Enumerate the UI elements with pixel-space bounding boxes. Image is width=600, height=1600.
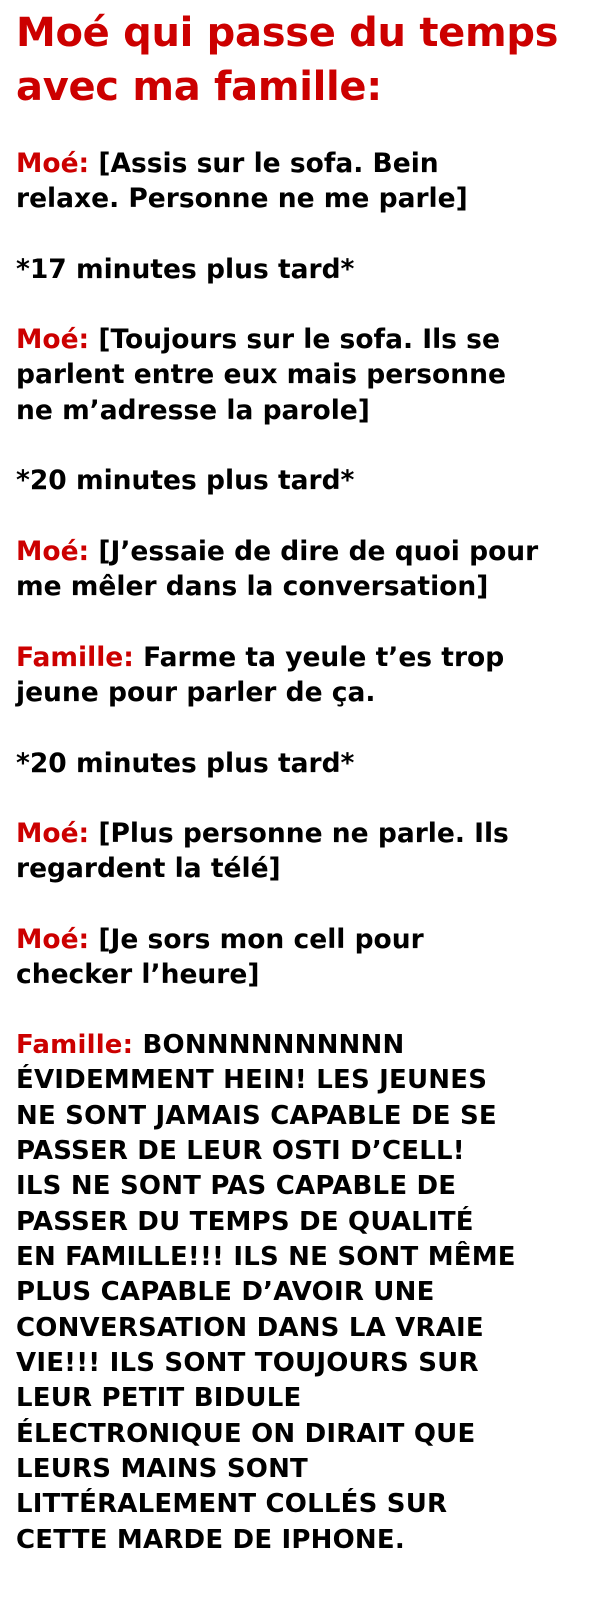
dialogue-line [16,146,594,182]
dialogue-line: ÉLECTRONIQUE ON DIRAIT QUE [16,1419,476,1449]
dialogue-text: [Je sors mon cell pour [89,924,424,955]
dialogue-line [16,640,594,676]
dialogue-line: regardent la télé] [16,853,281,884]
dialogue-text: [Toujours sur le sofa. Ils se [89,324,500,355]
speaker-label: Famille: [16,642,134,673]
speaker-label: Moé: [16,324,90,355]
dialogue-text: [Assis sur le sofa. Bein [89,148,439,179]
speaker-label: Moé: [16,924,90,955]
dialogue-line: LITTÉRALEMENT COLLÉS SUR [16,1489,448,1519]
dialogue-line [16,922,594,958]
speaker-label: Famille: [16,1030,134,1060]
dialogue-text: BONNNNNNNNNN [133,1030,405,1060]
speaker-label: Moé: [16,536,90,567]
meme-title: Moé qui passe du temps avec ma famille: [16,10,559,110]
dialogue-line: PASSER DU TEMPS DE QUALITÉ [16,1207,474,1237]
dialogue-line: parlent entre eux mais personne [16,359,506,390]
dialogue-line: LEUR PETIT BIDULE [16,1383,302,1413]
speaker-label: Moé: [16,818,90,849]
dialogue-line: EN FAMILLE!!! ILS NE SONT MÊME [16,1242,516,1272]
dialogue-line: LEURS MAINS SONT [16,1454,308,1484]
dialogue-line: ÉVIDEMMENT HEIN! LES JEUNES [16,1065,488,1095]
dialogue-line [16,534,594,570]
dialogue-line: CETTE MARDE DE IPHONE. [16,1525,405,1555]
dialogue-line: jeune pour parler de ça. [16,677,376,708]
time-skip-line: *17 minutes plus tard* [16,254,355,285]
dialogue-line: PASSER DE LEUR OSTI D’CELL! [16,1136,465,1166]
dialogue-line [16,1028,594,1064]
dialogue-line: checker l’heure] [16,959,260,990]
speaker-label: Moé: [16,148,90,179]
dialogue-text: Farme ta yeule t’es trop [133,642,505,673]
dialogue-line [16,322,594,358]
dialogue-line: PLUS CAPABLE D’AVOIR UNE [16,1277,435,1307]
dialogue-text: [Plus personne ne parle. Ils [89,818,509,849]
dialogue-line: CONVERSATION DANS LA VRAIE [16,1313,484,1343]
dialogue-line: VIE!!! ILS SONT TOUJOURS SUR [16,1348,479,1378]
dialogue-line [16,816,594,852]
time-skip-line: *20 minutes plus tard* [16,465,355,496]
dialogue-line: NE SONT JAMAIS CAPABLE DE SE [16,1101,497,1131]
dialogue-line: relaxe. Personne ne me parle] [16,183,468,214]
time-skip-line: *20 minutes plus tard* [16,748,355,779]
dialogue-line: ne m’adresse la parole] [16,395,370,426]
dialogue-line: me mêler dans la conversation] [16,571,489,602]
dialogue-line: ILS NE SONT PAS CAPABLE DE [16,1171,457,1201]
dialogue-text: [J’essaie de dire de quoi pour [89,536,539,567]
